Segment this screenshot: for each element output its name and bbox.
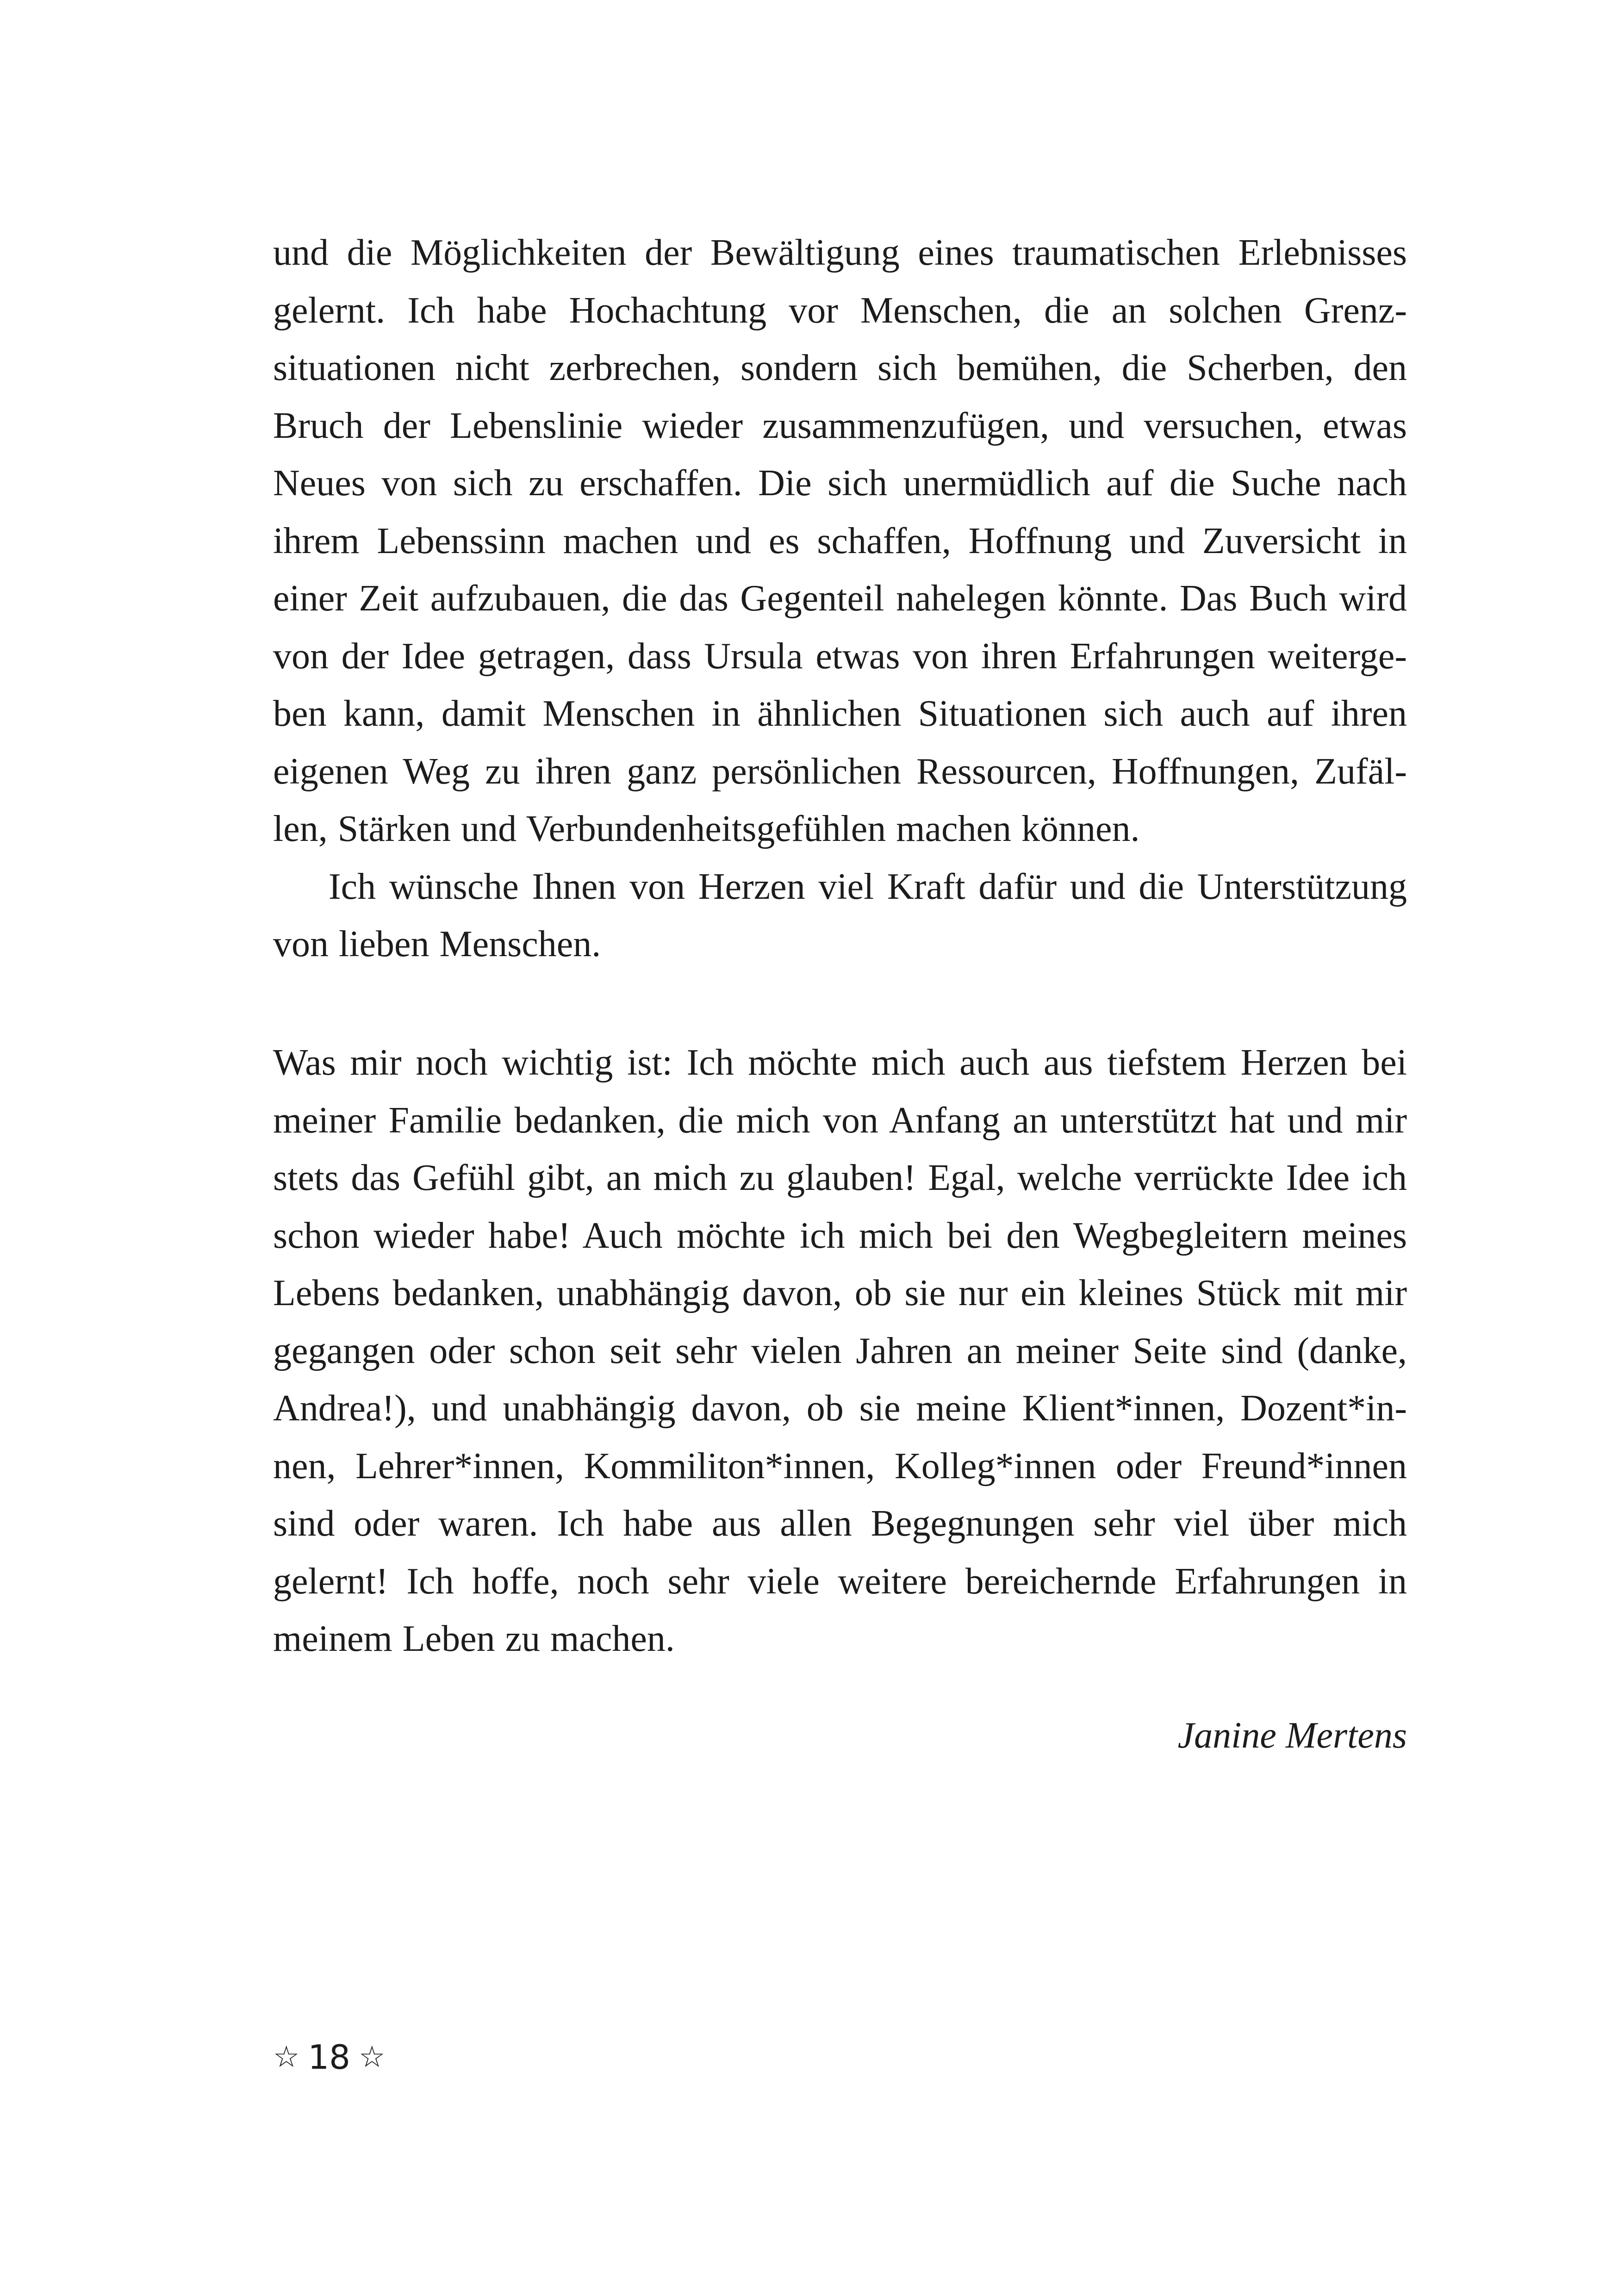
text-line: Neues von sich zu erschaffen. Die sich unermüdlich auf die Suche nach [273, 463, 1407, 504]
author-signature: Janine Mertens [1177, 1715, 1407, 1756]
page-footer [273, 2034, 385, 2080]
text-line: Andrea!), und unabhängig davon, ob sie meine Klient*innen, Dozent*in- [273, 1388, 1407, 1429]
text-line-indented: Ich wünsche Ihnen von Herzen viel Kraft dafür und die Unterstützung [329, 866, 1407, 907]
text-line: gelernt! Ich hoffe, noch sehr viele weitere bereichernde Erfahrungen in [273, 1561, 1407, 1602]
text-line: sind oder waren. Ich habe aus allen Begegnungen sehr viel über mich [273, 1503, 1407, 1544]
text-line: gelernt. Ich habe Hochachtung vor Menschen, die an solchen Grenz- [273, 290, 1407, 331]
text-line: stets das Gefühl gibt, an mich zu glauben! Egal, welche verrückte Idee ich [273, 1157, 1407, 1198]
text-line: eigenen Weg zu ihren ganz persönlichen Ressourcen, Hoffnungen, Zufäl- [273, 751, 1407, 792]
text-line: von der Idee getragen, dass Ursula etwas von ihren Erfahrungen weiterge- [273, 635, 1407, 677]
text-line: meiner Familie bedanken, die mich von Anfang an unterstützt hat und mir [273, 1100, 1407, 1141]
star-icon: ☆ [273, 2040, 300, 2074]
text-line: gegangen oder schon seit sehr vielen Jahren an meiner Seite sind (danke, [273, 1330, 1407, 1371]
text-line: einer Zeit aufzubauen, die das Gegenteil nahelegen könnte. Das Buch wird [273, 578, 1407, 619]
text-line: ihrem Lebenssinn machen und es schaffen, Hoffnung und Zuversicht in [273, 520, 1407, 561]
text-line: situationen nicht zerbrechen, sondern sich bemühen, die Scherben, den [273, 348, 1407, 388]
text-line: ben kann, damit Menschen in ähnlichen Situationen sich auch auf ihren [273, 693, 1407, 734]
acknowledgement-text-block [273, 1034, 1407, 1668]
text-line: Bruch der Lebenslinie wieder zusammenzufügen, und versuchen, etwas [273, 405, 1407, 446]
star-icon: ☆ [359, 2040, 386, 2074]
main-text-block [273, 224, 1407, 973]
page-number: 18 [308, 2038, 350, 2077]
text-line: schon wieder habe! Auch möchte ich mich bei den Wegbegleitern meines [273, 1215, 1407, 1256]
text-line: nen, Lehrer*innen, Kommiliton*innen, Kolleg*innen oder Freund*innen [273, 1445, 1407, 1487]
text-line: len, Stärken und Verbundenheitsgefühlen machen können. [273, 809, 1140, 849]
text-line: Was mir noch wichtig ist: Ich möchte mich auch aus tiefstem Herzen bei [273, 1042, 1407, 1083]
text-line: von lieben Menschen. [273, 924, 601, 964]
text-line: meinem Leben zu machen. [273, 1618, 675, 1659]
text-line: und die Möglichkeiten der Bewältigung eines traumatischen Erlebnisses [273, 232, 1407, 273]
text-line: Lebens bedanken, unabhängig davon, ob sie nur ein kleines Stück mit mir [273, 1273, 1407, 1313]
